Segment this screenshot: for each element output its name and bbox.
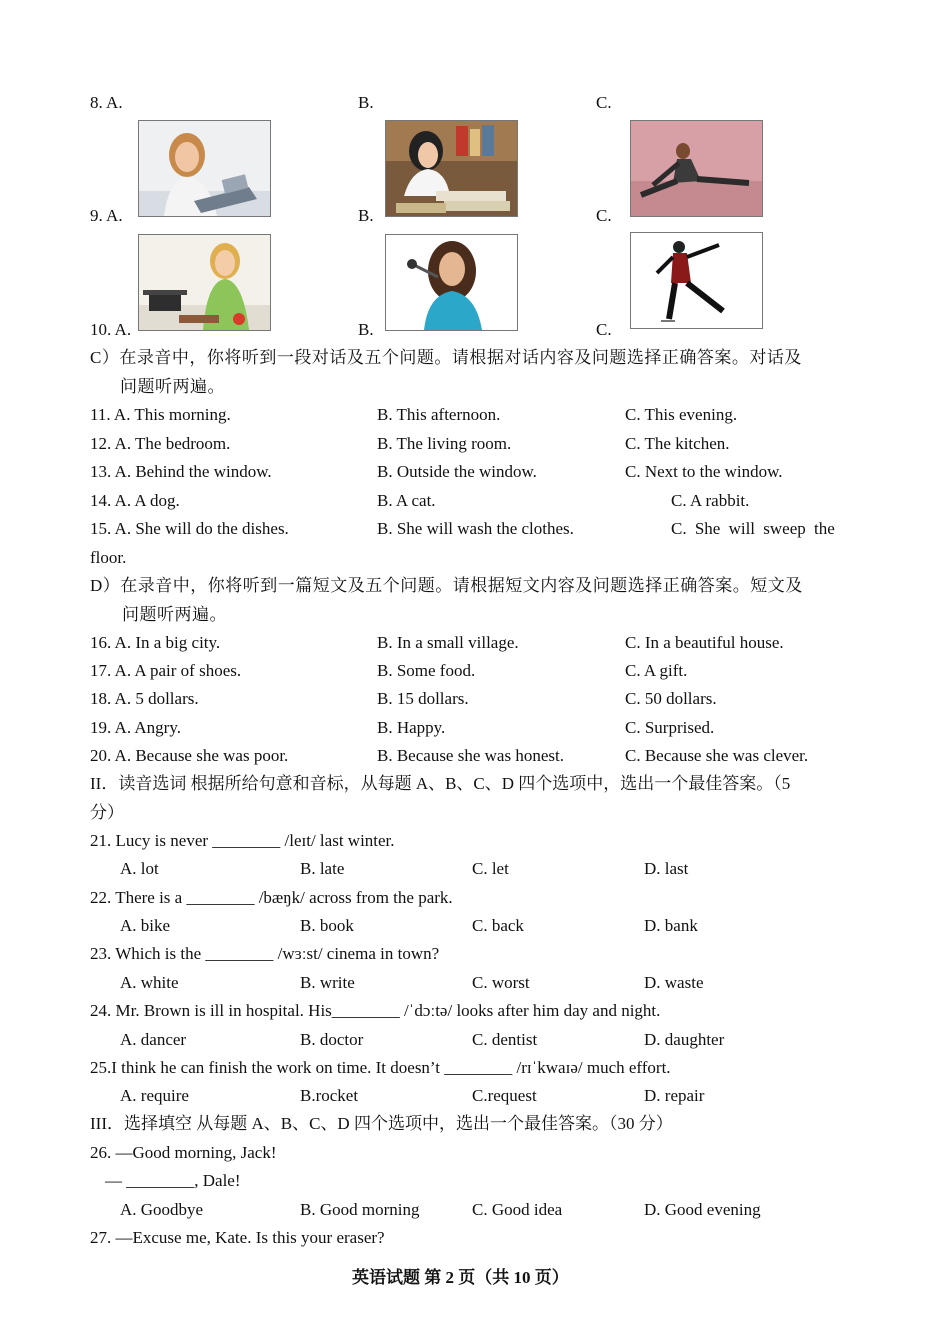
q21-option-d: D. last: [644, 859, 689, 878]
q14-option-c: C. A rabbit.: [671, 491, 750, 510]
q25-option-b: B.rocket: [300, 1086, 359, 1105]
q26-stem: 26. —Good morning, Jack!: [90, 1143, 277, 1162]
q9-label: 9. A.: [90, 206, 123, 225]
q21-option-b: B. late: [300, 859, 345, 878]
section-d-instruction-cont: 问题听两遍。: [122, 605, 227, 624]
section-c-instruction-cont: 问题听两遍。: [120, 377, 225, 396]
q15-option-c: C. She will sweep the: [671, 519, 835, 538]
q9-b-label: B.: [358, 206, 374, 225]
q26-option-b: B. Good morning: [300, 1200, 420, 1219]
q16-option-c: C. In a beautiful house.: [625, 633, 784, 652]
photo-woman-laptop: [138, 120, 271, 217]
q20-option-c: C. Because she was clever.: [625, 746, 809, 765]
q23-option-c: C. worst: [472, 973, 530, 992]
photo-girl-singing: [385, 234, 518, 331]
q22-option-d: D. bank: [644, 916, 698, 935]
photo-woman-cooking: [138, 234, 271, 331]
q11-option-b: B. This afternoon.: [377, 405, 501, 424]
q10-b-label: B.: [358, 320, 374, 339]
q19-option-a: 19. A. Angry.: [90, 718, 181, 737]
section-d-instruction: D）在录音中，你将听到一篇短文及五个问题。请根据短文内容及问题选择正确答案。短文及: [90, 576, 803, 595]
section-iii-instruction: III．选择填空 从每题 A、B、C、D 四个选项中，选出一个最佳答案。（30 分）: [90, 1114, 673, 1133]
q13-option-b: B. Outside the window.: [377, 462, 537, 481]
q25-option-c: C.request: [472, 1086, 537, 1105]
q14-option-b: B. A cat.: [377, 491, 436, 510]
q15-option-c-cont: floor.: [90, 548, 127, 567]
q24-option-c: C. dentist: [472, 1030, 538, 1049]
q10-c-label: C.: [596, 320, 612, 339]
q18-option-b: B. 15 dollars.: [377, 689, 469, 708]
q25-option-a: A. require: [120, 1086, 189, 1105]
q23-option-b: B. write: [300, 973, 355, 992]
q26-reply: — ________, Dale!: [105, 1171, 241, 1190]
q22-option-a: A. bike: [120, 916, 171, 935]
section-ii-instruction: II．读音选词 根据所给句意和音标，从每题 A、B、C、D 四个选项中，选出一个最佳答案。（5: [90, 774, 791, 793]
q24-option-d: D. daughter: [644, 1030, 725, 1049]
q22-stem: 22. There is a ________ /bæŋk/ across from the park.: [90, 888, 453, 907]
q16-option-a: 16. A. In a big city.: [90, 633, 221, 652]
q21-option-c: C. let: [472, 859, 509, 878]
q26-option-a: A. Goodbye: [120, 1200, 204, 1219]
section-ii-instruction-cont: 分）: [90, 803, 124, 822]
q27-stem: 27. —Excuse me, Kate. Is this your eraser?: [90, 1228, 385, 1247]
q9-c-label: C.: [596, 206, 612, 225]
q21-option-a: A. lot: [120, 859, 159, 878]
q10-label: 10. A.: [90, 320, 132, 339]
q21-stem: 21. Lucy is never ________ /leɪt/ last winter.: [90, 831, 395, 850]
q22-option-b: B. book: [300, 916, 354, 935]
q26-option-c: C. Good idea: [472, 1200, 563, 1219]
q23-stem: 23. Which is the ________ /wɜːst/ cinema in town?: [90, 944, 440, 963]
q19-option-c: C. Surprised.: [625, 718, 715, 737]
q15-option-b: B. She will wash the clothes.: [377, 519, 574, 538]
section-c-instruction: C）在录音中，你将听到一段对话及五个问题。请根据对话内容及问题选择正确答案。对话及: [90, 348, 802, 367]
q18-option-c: C. 50 dollars.: [625, 689, 717, 708]
q20-option-a: 20. A. Because she was poor.: [90, 746, 289, 765]
q13-option-a: 13. A. Behind the window.: [90, 462, 272, 481]
q19-option-b: B. Happy.: [377, 718, 446, 737]
q17-option-a: 17. A. A pair of shoes.: [90, 661, 242, 680]
q13-option-c: C. Next to the window.: [625, 462, 783, 481]
q22-option-c: C. back: [472, 916, 524, 935]
q11-option-a: 11. A. This morning.: [90, 405, 231, 424]
q23-option-d: D. waste: [644, 973, 704, 992]
q12-option-a: 12. A. The bedroom.: [90, 434, 231, 453]
q16-option-b: B. In a small village.: [377, 633, 519, 652]
q24-stem: 24. Mr. Brown is ill in hospital. His________ /ˈdɔːtə/ looks after him day and night.: [90, 1001, 661, 1020]
q20-option-b: B. Because she was honest.: [377, 746, 564, 765]
q26-option-d: D. Good evening: [644, 1200, 761, 1219]
q8-c-label: C.: [596, 93, 612, 112]
q17-option-c: C. A gift.: [625, 661, 688, 680]
q25-stem: 25.I think he can finish the work on time. It doesn’t ________ /rɪˈkwaɪə/ much effort.: [90, 1058, 671, 1077]
q24-option-b: B. doctor: [300, 1030, 364, 1049]
photo-skater: [630, 232, 763, 329]
q14-option-a: 14. A. A dog.: [90, 491, 180, 510]
photo-dancer-stretch: [630, 120, 763, 217]
q17-option-b: B. Some food.: [377, 661, 476, 680]
photo-girl-books: [385, 120, 518, 217]
q11-option-c: C. This evening.: [625, 405, 738, 424]
page-footer: 英语试题 第 2 页（共 10 页）: [352, 1268, 569, 1287]
q24-option-a: A. dancer: [120, 1030, 187, 1049]
q23-option-a: A. white: [120, 973, 179, 992]
q15-option-a: 15. A. She will do the dishes.: [90, 519, 289, 538]
q25-option-d: D. repair: [644, 1086, 705, 1105]
q18-option-a: 18. A. 5 dollars.: [90, 689, 199, 708]
q12-option-c: C. The kitchen.: [625, 434, 730, 453]
q8-b-label: B.: [358, 93, 374, 112]
q8-label: 8. A.: [90, 93, 123, 112]
q12-option-b: B. The living room.: [377, 434, 512, 453]
